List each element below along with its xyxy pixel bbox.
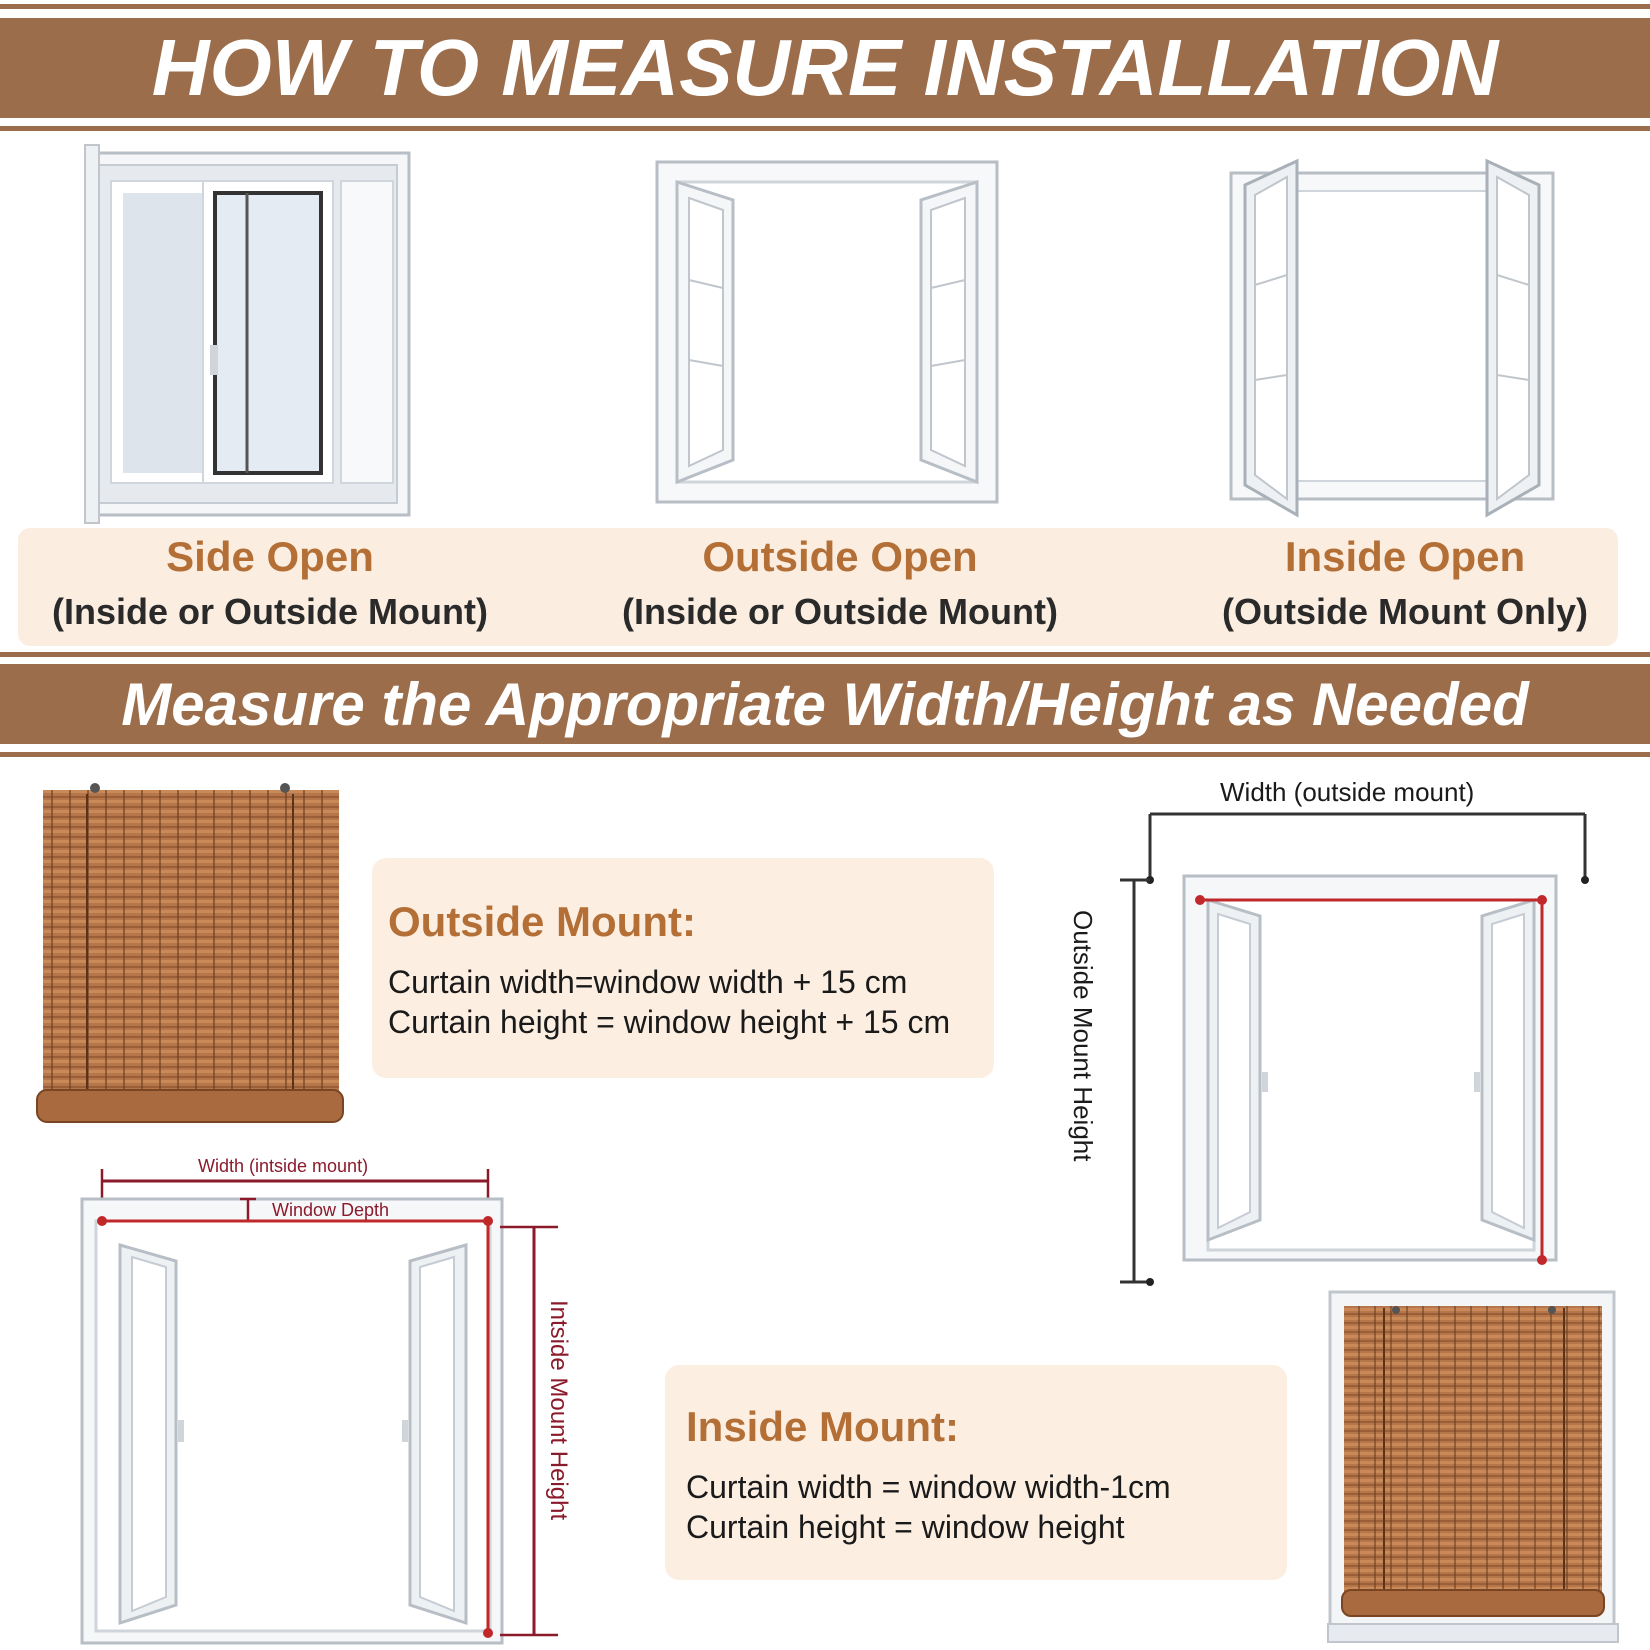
inside-mount-height-label: Intside Mount Height bbox=[545, 1300, 572, 1521]
outside-mount-title: Outside Mount: bbox=[388, 898, 696, 945]
inside-mount-title: Inside Mount: bbox=[686, 1403, 959, 1450]
caption-title: Inside Open bbox=[1284, 533, 1526, 580]
outside-mount-diagram bbox=[1110, 810, 1590, 1290]
inside-mount-height-rule: Curtain height = window height bbox=[686, 1509, 1125, 1545]
section-rule-bottom bbox=[0, 752, 1650, 757]
caption-subtitle: (Inside or Outside Mount) bbox=[622, 591, 1058, 632]
inside-mount-diagram bbox=[80, 1165, 560, 1645]
inside-mount-width-rule: Curtain width = window width-1cm bbox=[686, 1469, 1171, 1505]
header-rule bbox=[0, 126, 1650, 131]
caption-subtitle: (Inside or Outside Mount) bbox=[52, 591, 488, 632]
inside-open-window-illustration bbox=[1225, 155, 1560, 520]
outside-mount-height-rule: Curtain height = window height + 15 cm bbox=[388, 1004, 951, 1040]
outside-mount-width-rule: Curtain width=window width + 15 cm bbox=[388, 964, 908, 1000]
section-rule-top bbox=[0, 652, 1650, 657]
caption-title: Side Open bbox=[166, 533, 374, 580]
side-open-window-illustration bbox=[85, 145, 425, 525]
bamboo-blind-outside-image bbox=[35, 780, 345, 1140]
window-depth-label: Window Depth bbox=[272, 1200, 390, 1220]
caption-side-open bbox=[30, 533, 510, 633]
section-title: Measure the Appropriate Width/Height as Needed bbox=[121, 671, 1529, 738]
bamboo-blind-inside-image bbox=[1328, 1290, 1618, 1645]
caption-title: Outside Open bbox=[702, 533, 978, 580]
page-title: HOW TO MEASURE INSTALLATION bbox=[151, 23, 1499, 112]
outside-open-window-illustration bbox=[655, 160, 1000, 505]
caption-outside-open bbox=[580, 533, 1100, 633]
caption-inside-open bbox=[1175, 533, 1635, 633]
caption-subtitle: (Outside Mount Only) bbox=[1222, 591, 1588, 632]
outside-mount-width-label: Width (outside mount) bbox=[1220, 777, 1475, 807]
outside-mount-height-label: Outside Mount Height bbox=[1068, 910, 1098, 1162]
top-rule bbox=[0, 4, 1650, 9]
inside-mount-width-label: Width (intside mount) bbox=[198, 1156, 369, 1176]
